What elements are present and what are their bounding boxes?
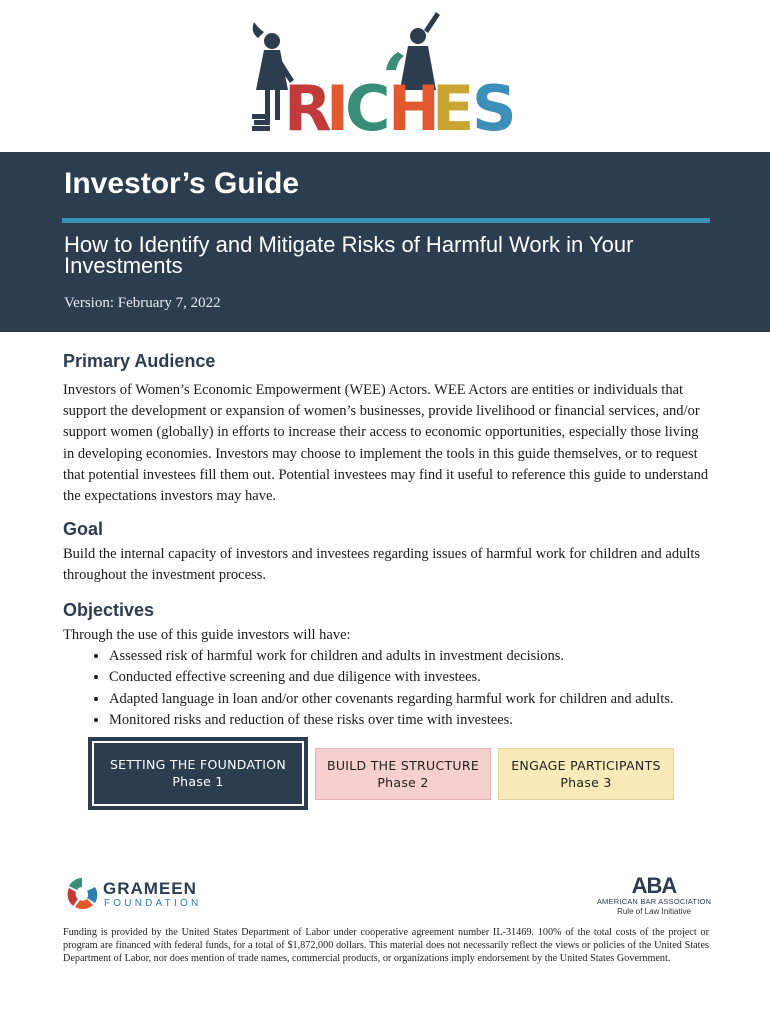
svg-text:E: E [432, 72, 475, 140]
svg-text:I: I [326, 72, 350, 140]
objective-item: • Monitored risks and reduction of these risks over time with investees. [109, 710, 713, 732]
phase-3-title: ENGAGE PARTICIPANTS [511, 758, 661, 773]
riches-logo-graphic [248, 8, 528, 140]
objectives-list [63, 646, 713, 732]
svg-text:S: S [472, 72, 517, 140]
svg-text:H: H [388, 72, 440, 140]
aba-logo [590, 873, 710, 917]
grameen-mark-icon [65, 876, 99, 910]
grameen-foundation-logo [65, 876, 215, 912]
goal-heading: Goal [63, 519, 104, 540]
page-subtitle: How to Identify and Mitigate Risks of Harmful Work in Your Investments [64, 232, 634, 278]
funding-statement: Funding is provided by the United States Department of Labor under cooperative agreement number IL-31469. 100% of the total costs of the project or program are financed with federal funds, for a total of $1,872,000 dollars. This material does not necessarily reflect the views or policies of the United States Department of Labor, nor does mention of trade names, commercial products, or organizations imply endorsement by the United States Government. [63, 927, 709, 965]
phase-2-box [315, 748, 491, 800]
objective-item: • Assessed risk of harmful work for children and adults in investment decisions. [109, 646, 713, 668]
riches-wordmark [284, 72, 517, 140]
primary-audience-heading: Primary Audience [63, 351, 216, 371]
objectives-section [63, 595, 713, 732]
phase-3-box [498, 748, 674, 800]
guide-content [63, 346, 713, 732]
page-title: Investor’s Guide [64, 167, 300, 200]
phase-1-box [88, 737, 308, 810]
title-banner [0, 152, 770, 332]
aba-mark-icon [624, 873, 684, 897]
grameen-name: GRAMEEN [103, 879, 197, 898]
objective-item: • Conducted effective screening and due diligence with investees. [109, 667, 713, 689]
objectives-heading: Objectives [63, 599, 155, 620]
phase-1-title: SETTING THE FOUNDATION [109, 757, 287, 772]
aba-name: AMERICAN BAR ASSOCIATION [596, 897, 712, 906]
phase-3-label: Phase 3 [560, 775, 612, 790]
goal-text: Build the internal capacity of investors and investees regarding issues of harmful work for children and adults throughout the investment process. [63, 546, 701, 584]
svg-text:C: C [345, 72, 391, 140]
phase-2-label: Phase 2 [377, 775, 429, 790]
version-text: Version: February 7, 2022 [64, 295, 221, 311]
primary-audience-section [63, 346, 713, 507]
aba-mark-text: ABA [631, 873, 677, 897]
aba-tagline: Rule of Law Initiative [617, 907, 691, 916]
goal-section [63, 514, 713, 586]
riches-logo [0, 0, 770, 152]
title-divider [62, 218, 710, 223]
grameen-sub: FOUNDATION [104, 898, 202, 909]
phase-1-label: Phase 1 [172, 774, 224, 789]
phase-2-title: BUILD THE STRUCTURE [326, 758, 480, 773]
primary-audience-text: Investors of Women’s Economic Empowerment (WEE) Actors. WEE Actors are entities or individuals that support the development or expansion of women’s businesses, provide livelihood or financial services, and/or support women (globally) in efforts to increase their access to economic opportunities, especially those living in developing economies. Investors may choose to implement the tools in this guide themselves, or to request that potential investees fill them out. Potential investees may find it useful to reference this guide to understand the expectations investors may have. [63, 382, 709, 505]
svg-text:R: R [284, 72, 332, 140]
objectives-intro: Through the use of this guide investors will have: [63, 626, 351, 643]
objective-item: • Adapted language in loan and/or other covenants regarding harmful work for children and adults. [109, 689, 713, 711]
